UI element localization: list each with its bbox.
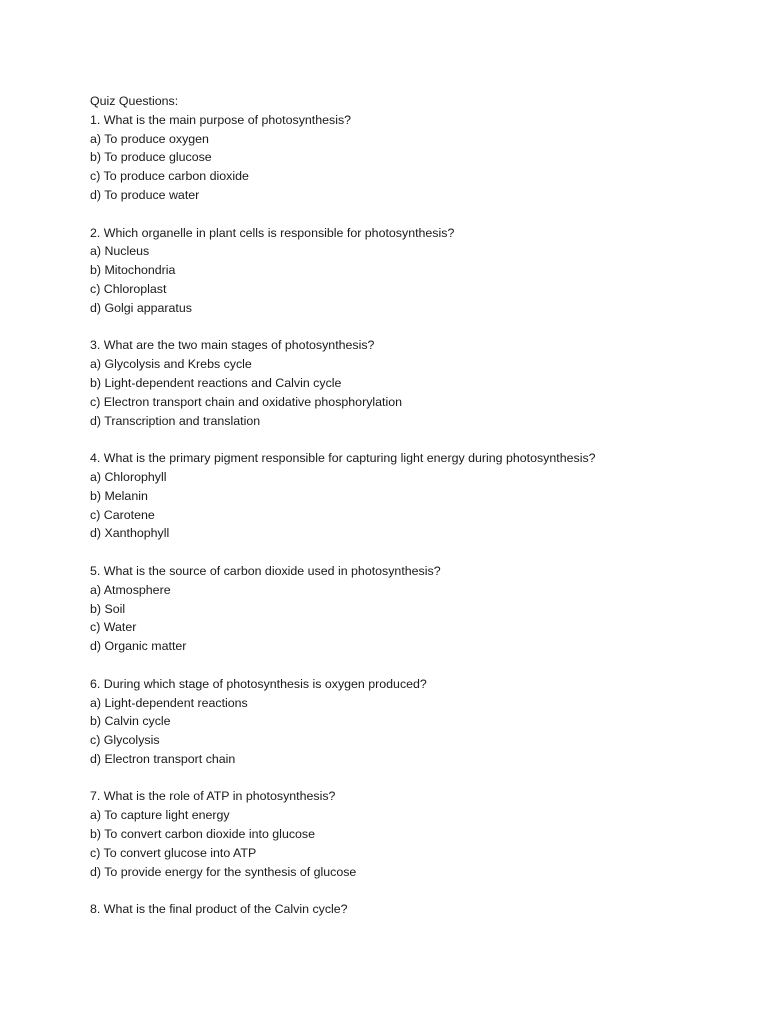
answer-option: a) To capture light energy <box>90 808 230 823</box>
answer-option: c) To produce carbon dioxide <box>90 169 249 184</box>
answer-option: b) Soil <box>90 601 126 616</box>
question-text: 5. What is the source of carbon dioxide used in photosynthesis? <box>90 563 441 578</box>
answer-option: b) To produce glucose <box>90 150 212 165</box>
question-text: 2. Which organelle in plant cells is responsible for photosynthesis? <box>90 225 455 240</box>
answer-option: d) To provide energy for the synthesis of glucose <box>90 864 357 879</box>
question-block <box>90 675 596 769</box>
answer-option: a) Atmosphere <box>90 582 171 597</box>
answer-option: c) Chloroplast <box>90 281 167 296</box>
quiz-heading: Quiz Questions: <box>90 94 179 108</box>
question-block <box>90 449 596 543</box>
question-block <box>90 336 596 430</box>
answer-option: a) Chlorophyll <box>90 469 167 484</box>
question-block <box>90 224 596 318</box>
answer-option: b) Light-dependent reactions and Calvin cycle <box>90 375 342 390</box>
answer-option: c) To convert glucose into ATP <box>90 845 257 860</box>
answer-option: c) Carotene <box>90 507 155 522</box>
question-text: 6. During which stage of photosynthesis is oxygen produced? <box>90 676 427 691</box>
answer-option: d) Organic matter <box>90 639 187 654</box>
answer-option: a) To produce oxygen <box>90 131 209 146</box>
answer-option: d) Electron transport chain <box>90 751 236 766</box>
question-block <box>90 900 596 919</box>
answer-option: d) Transcription and translation <box>90 413 261 428</box>
question-text: 4. What is the primary pigment responsible for capturing light energy during photosynthesis? <box>90 451 596 466</box>
answer-option: a) Glycolysis and Krebs cycle <box>90 357 252 372</box>
quiz-content <box>90 92 596 938</box>
question-text: 8. What is the final product of the Calvin cycle? <box>90 902 348 917</box>
answer-option: a) Light-dependent reactions <box>90 695 248 710</box>
answer-option: a) Nucleus <box>90 244 150 259</box>
answer-option: b) Calvin cycle <box>90 714 171 729</box>
answer-option: d) To produce water <box>90 187 200 202</box>
question-text: 1. What is the main purpose of photosynthesis? <box>90 112 352 127</box>
answer-option: b) To convert carbon dioxide into glucose <box>90 827 316 842</box>
answer-option: c) Glycolysis <box>90 733 160 748</box>
question-text: 7. What is the role of ATP in photosynthesis? <box>90 789 336 804</box>
answer-option: d) Xanthophyll <box>90 526 170 541</box>
answer-option: d) Golgi apparatus <box>90 300 192 315</box>
answer-option: b) Melanin <box>90 488 148 503</box>
question-block <box>90 787 596 881</box>
answer-option: b) Mitochondria <box>90 263 176 278</box>
answer-option: c) Water <box>90 620 137 635</box>
question-text: 3. What are the two main stages of photosynthesis? <box>90 338 375 353</box>
question-list <box>90 111 596 919</box>
answer-option: c) Electron transport chain and oxidative phosphorylation <box>90 394 403 409</box>
question-block <box>90 562 596 656</box>
question-block <box>90 111 596 205</box>
